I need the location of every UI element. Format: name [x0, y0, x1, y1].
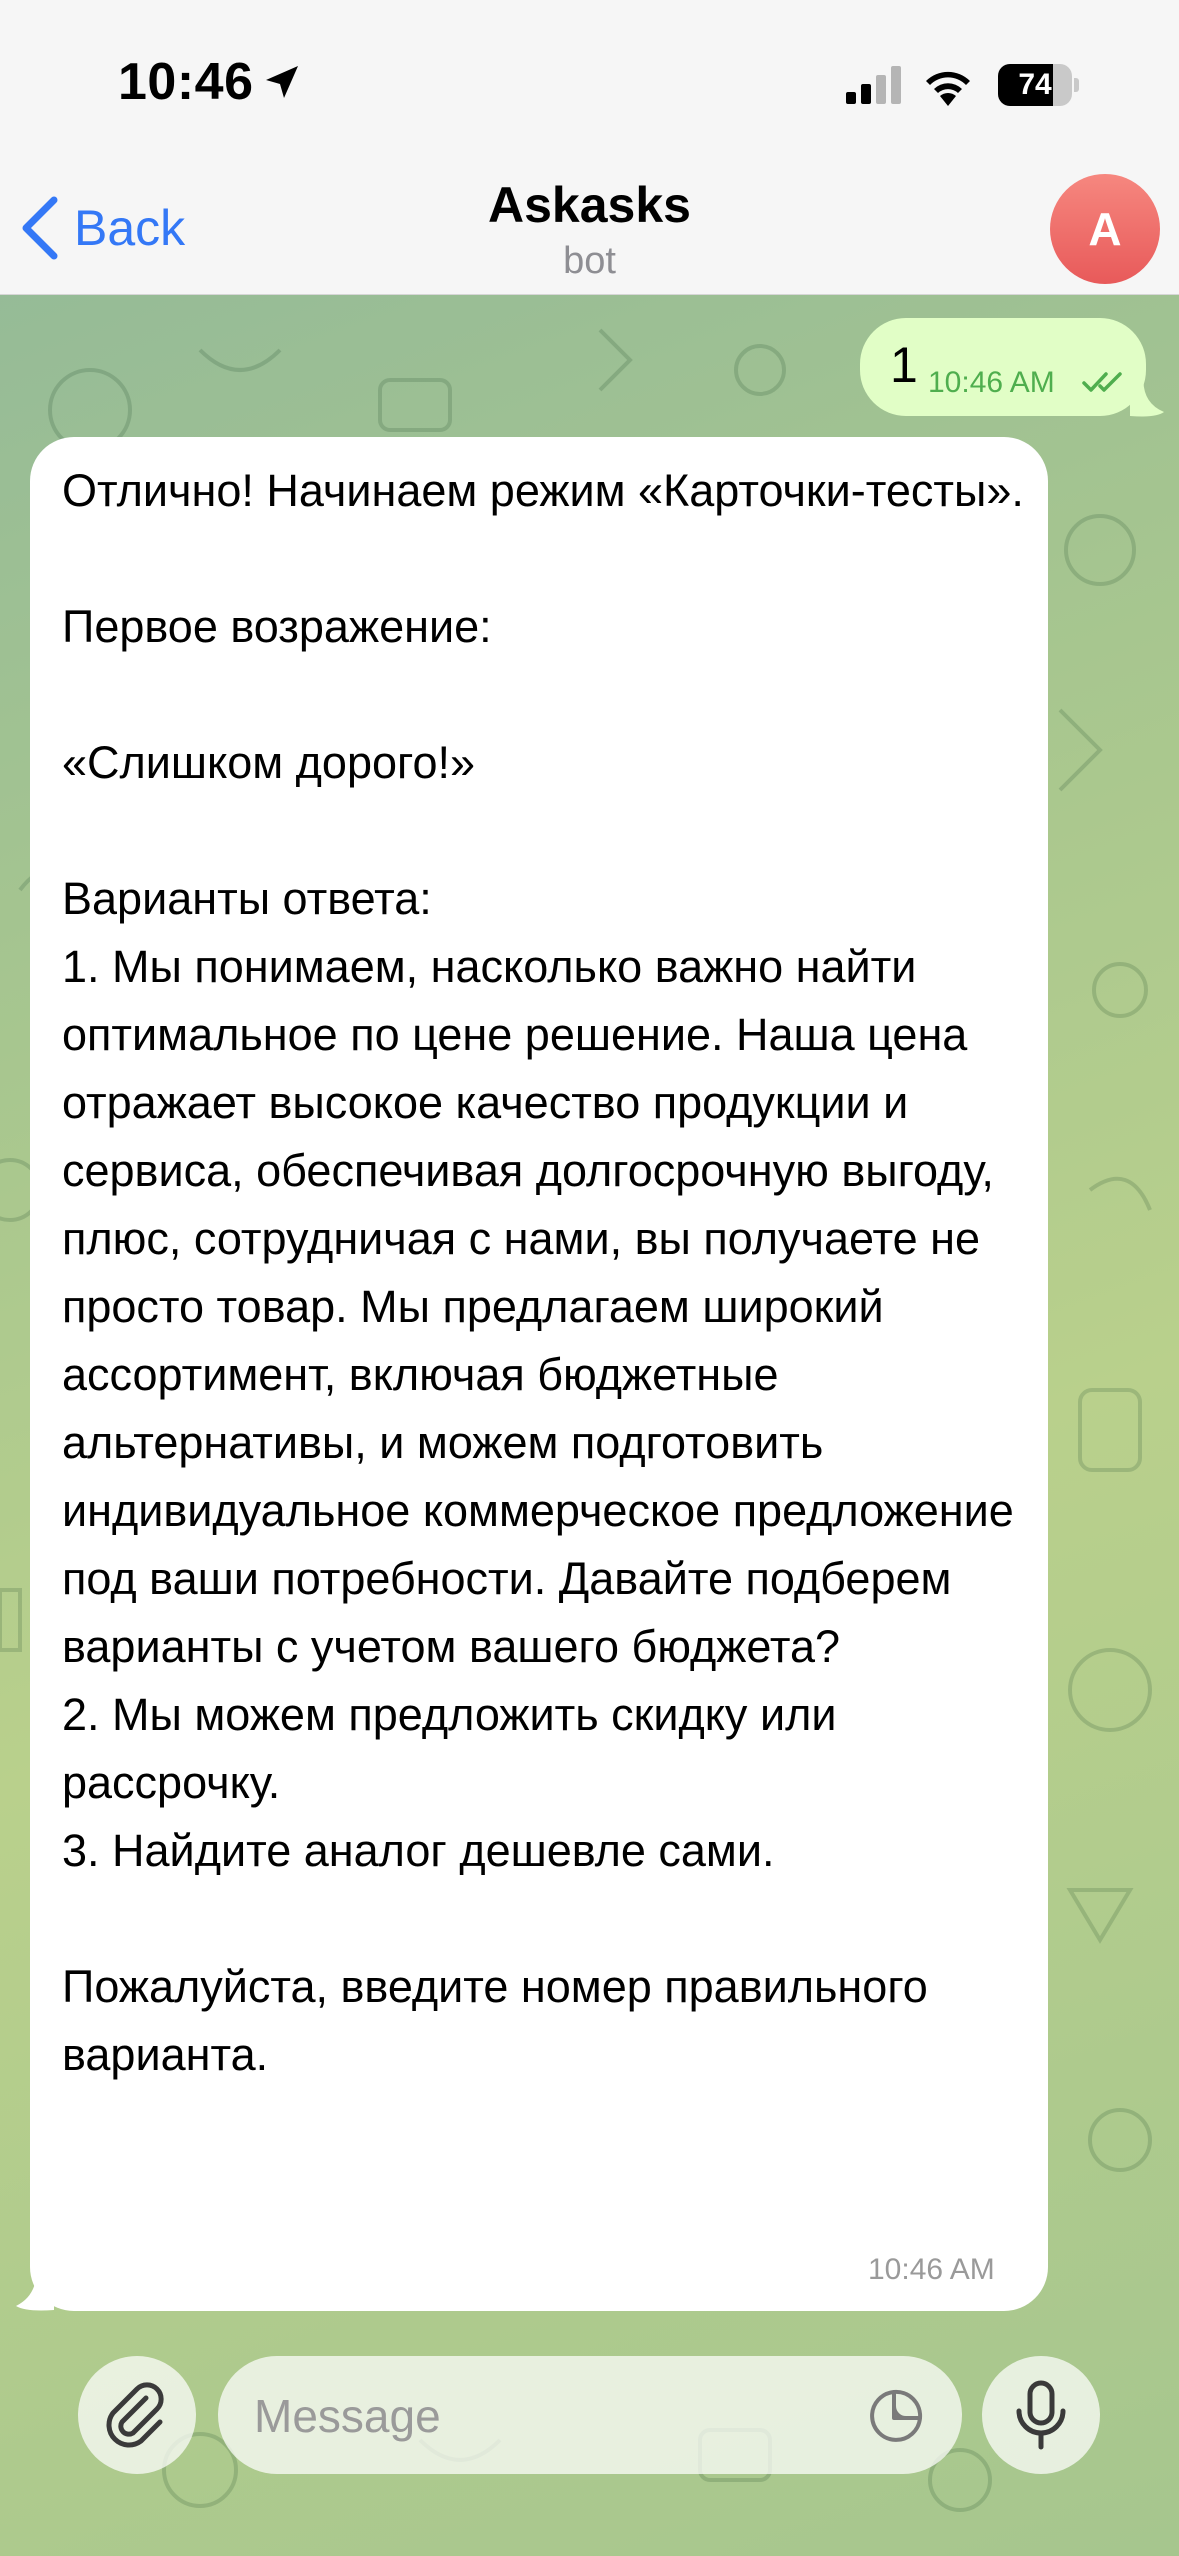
- message-paragraph: 1. Мы понимаем, насколько важно найти оптимальное по цене решение. Наша цена отражает высокое качество продукции и сервиса, обеспечивая долгосрочную выгоду, плюс, сотрудничая с нами, вы получаете не просто товар. Мы предлагаем широкий ассортимент, включая бюджетные альтернативы, и можем подготовить индивидуальное коммерческое предложение под ваши потребности. Давайте подберем варианты с учетом вашего бюджета?: [62, 941, 1014, 1672]
- incoming-message-time: 10:46 AM: [868, 2253, 995, 2286]
- chat-header: [0, 160, 1179, 295]
- outgoing-message-text: 1: [890, 337, 918, 393]
- paragraph-gap: [62, 1885, 1042, 1953]
- wifi-icon: [920, 62, 976, 106]
- incoming-message-text: [62, 457, 1042, 2089]
- microphone-button[interactable]: [982, 2356, 1100, 2474]
- status-bar: [0, 0, 1179, 160]
- paragraph-gap: [62, 661, 1042, 729]
- battery-indicator: [998, 64, 1078, 106]
- microphone-icon: [1013, 2379, 1069, 2451]
- chat-title[interactable]: Askasks: [488, 177, 691, 233]
- outgoing-bubble-tail: [1130, 372, 1166, 418]
- outgoing-message[interactable]: [860, 318, 1146, 416]
- status-time: 10:46: [118, 53, 254, 111]
- paragraph-gap: [62, 797, 1042, 865]
- paperclip-icon: [102, 2380, 172, 2450]
- message-field[interactable]: [218, 2356, 962, 2474]
- attach-button[interactable]: [78, 2356, 196, 2474]
- message-paragraph: 2. Мы можем предложить скидку или рассрочку.: [62, 1689, 837, 1808]
- back-label: Back: [74, 200, 186, 256]
- message-paragraph: Первое возражение:: [62, 601, 492, 652]
- message-paragraph: «Слишком дорого!»: [62, 737, 475, 788]
- incoming-message[interactable]: [30, 437, 1048, 2311]
- message-paragraph: Варианты ответа:: [62, 873, 432, 924]
- message-paragraph: Пожалуйста, введите номер правильного варианта.: [62, 1961, 928, 2080]
- location-arrow-icon: [262, 62, 302, 102]
- message-paragraph: Отлично! Начинаем режим «Карточки-тесты».: [62, 465, 1024, 516]
- cellular-signal-icon: [846, 66, 902, 104]
- message-paragraph: 3. Найдите аналог дешевле сами.: [62, 1825, 775, 1876]
- avatar[interactable]: A: [1050, 174, 1160, 284]
- double-check-icon: [1082, 370, 1128, 394]
- message-input[interactable]: [252, 2356, 856, 2476]
- battery-percent: 74: [1018, 68, 1052, 101]
- outgoing-message-time: 10:46 AM: [928, 366, 1055, 399]
- paragraph-gap: [62, 525, 1042, 593]
- chat-subtitle: bot: [563, 240, 616, 282]
- sticker-icon[interactable]: [868, 2388, 924, 2444]
